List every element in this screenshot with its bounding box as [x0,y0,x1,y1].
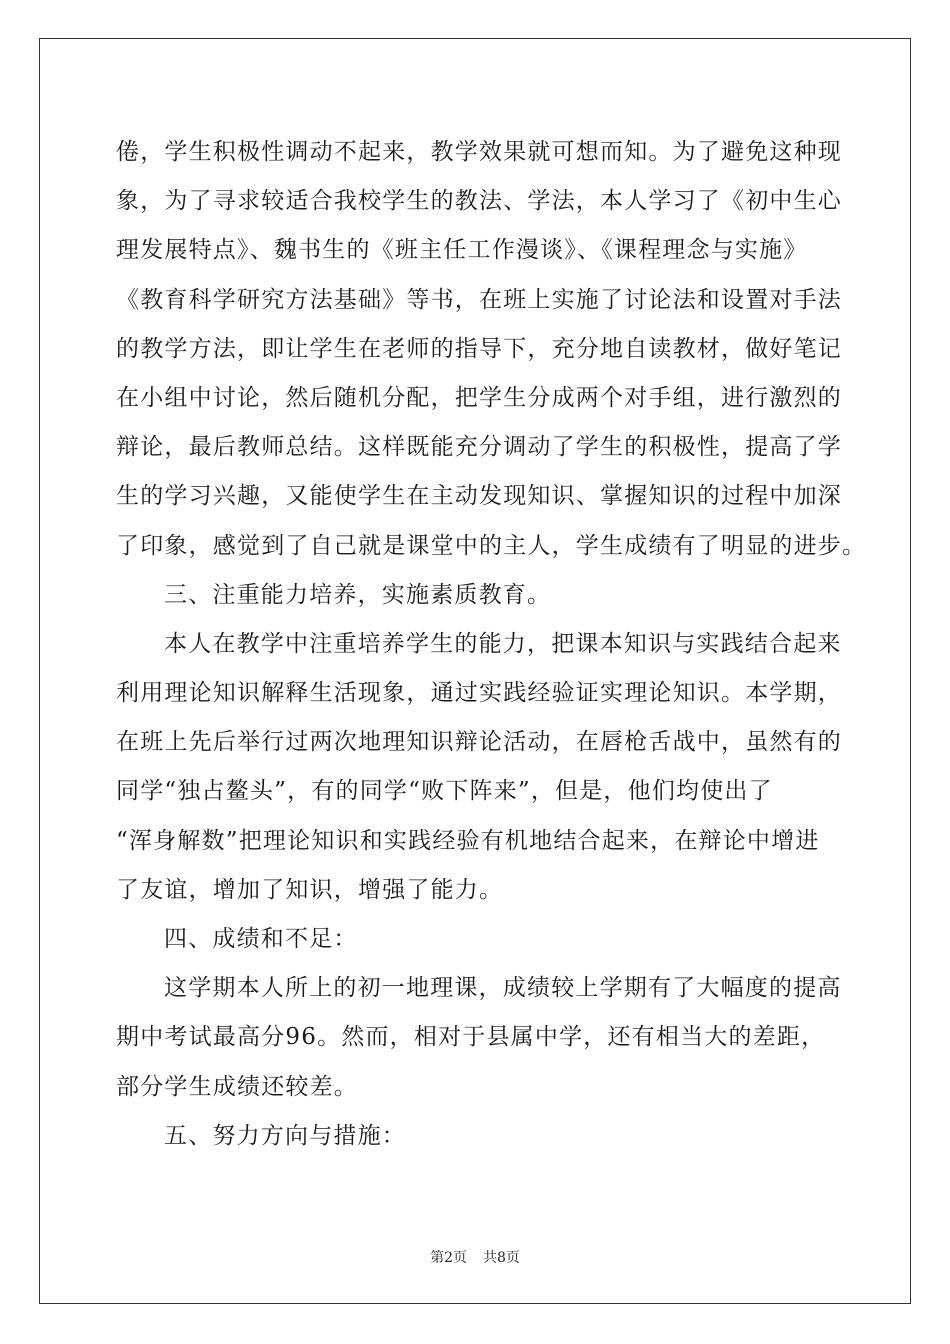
text-line: 本人在教学中注重培养学生的能力，把课本知识与实践结合起来 [164,630,842,657]
text-line: 生的学习兴趣，又能使学生在主动发现知识、掌握知识的过程中加深 [116,483,842,510]
text-line: 部分学生成绩还较差。 [116,1073,358,1100]
text-line: 了友谊，增加了知识，增强了能力。 [116,876,504,903]
text-line: 的教学方法，即让学生在老师的指导下，充分地自读教材，做好笔记 [116,335,842,362]
text-line: 五、努力方向与措施： [164,1122,406,1149]
document-body [116,128,867,1161]
text-line: 了印象，感觉到了自己就是课堂中的主人，学生成绩有了明显的进步。 [116,532,867,559]
page-number: 第2页 [430,1250,467,1266]
text-line: 三、注重能力培养，实施素质教育。 [164,581,552,608]
text-line: 辩论，最后教师总结。这样既能充分调动了学生的积极性，提高了学 [116,434,842,461]
text-line: 同学“独占鳌头”，有的同学“败下阵来”，但是，他们均使出了 [116,778,773,805]
text-line: 理发展特点》、魏书生的《班主任工作漫谈》、《课程理念与实施》 [116,237,808,264]
page-total: 共8页 [483,1250,520,1266]
page-footer [0,1247,950,1267]
text-line: 这学期本人所上的初一地理课，成绩较上学期有了大幅度的提高 [164,975,842,1002]
text-line: 期中考试最高分96。然而，相对于县属中学，还有相当大的差距， [116,1024,826,1051]
text-line: 在班上先后举行过两次地理知识辩论活动，在唇枪舌战中，虽然有的 [116,729,842,756]
text-line: 《教育科学研究方法基础》等书，在班上实施了讨论法和设置对手法 [116,286,842,313]
text-line: “浑身解数”把理论知识和实践经验有机地结合起来，在辩论中增进 [116,827,820,854]
text-line: 利用理论知识解释生活现象，通过实践经验证实理论知识。本学期， [116,680,842,707]
text-line: 四、成绩和不足： [164,926,358,952]
text-line: 在小组中讨论，然后随机分配，把学生分成两个对手组，进行激烈的 [116,384,842,411]
text-line: 倦，学生积极性调动不起来，教学效果就可想而知。为了避免这种现 [116,139,842,165]
text-line: 象，为了寻求较适合我校学生的教法、学法，本人学习了《初中生心 [116,188,842,215]
